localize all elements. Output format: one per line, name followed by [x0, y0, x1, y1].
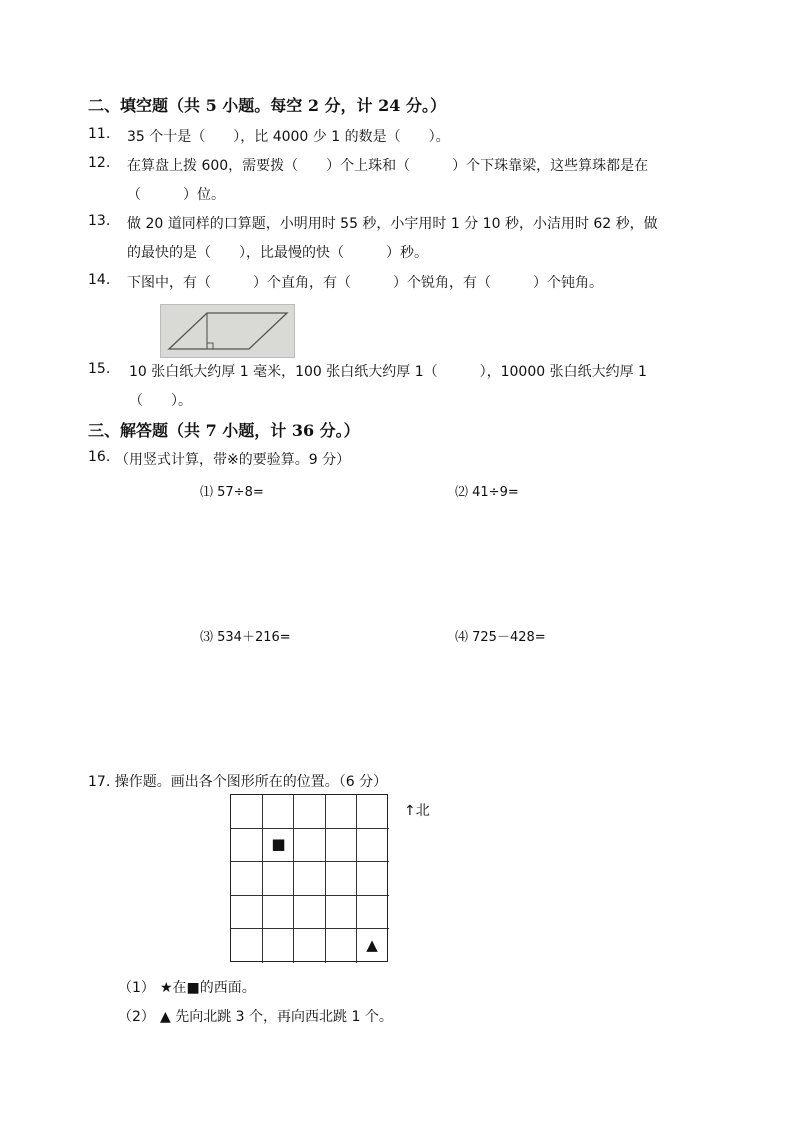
square-marker-icon: ■ — [271, 835, 286, 854]
grid-cell — [294, 862, 326, 896]
question-number: 12. — [88, 155, 111, 171]
parallelogram-icon — [161, 305, 294, 357]
question-number: 16. — [88, 449, 111, 465]
north-label: ↑北 — [404, 803, 430, 819]
grid-cell — [231, 862, 263, 896]
question-number: 15. — [88, 361, 111, 377]
question-text-continued: 的最快的是（ ），比最慢的快（ ）秒。 — [127, 245, 428, 261]
calculation-item: ⑴ 57÷8= — [200, 485, 264, 500]
grid-cell — [357, 896, 389, 930]
grid-cell — [231, 896, 263, 930]
question-text: 35 个十是（ ），比 4000 少 1 的数是（ ）。 — [127, 129, 450, 145]
question-text: 在算盘上拨 600，需要拨（ ）个上珠和（ ）个下珠靠梁，这些算珠都是在 — [127, 158, 649, 174]
question-number: 14. — [88, 272, 111, 288]
triangle-marker-icon: ▲ — [366, 936, 378, 955]
question-text: 10 张白纸大约厚 1 毫米，100 张白纸大约厚 1（ ），10000 张白纸大约厚 1 — [129, 364, 647, 380]
sub-question-text: ★在■的西面。 — [160, 980, 256, 996]
parallelogram-figure — [160, 304, 295, 358]
grid-cell — [357, 862, 389, 896]
grid-cell — [294, 929, 326, 963]
section-3-title: 三、解答题（共 7 小题，计 36 分。） — [88, 421, 360, 440]
question-text: 下图中，有（ ）个直角，有（ ）个锐角，有（ ）个钝角。 — [127, 275, 603, 291]
sub-question-text: ▲ 先向北跳 3 个，再向西北跳 1 个。 — [160, 1009, 393, 1025]
grid-cell — [326, 929, 358, 963]
grid-cell — [294, 896, 326, 930]
grid-cell — [326, 862, 358, 896]
grid-cell — [357, 829, 389, 863]
grid-cell — [231, 795, 263, 829]
grid-cell — [231, 929, 263, 963]
grid-cell — [357, 795, 389, 829]
grid-cell — [326, 896, 358, 930]
grid-cell — [263, 896, 295, 930]
grid-cell — [326, 829, 358, 863]
question-text: 做 20 道同样的口算题，小明用时 55 秒，小宇用时 1 分 10 秒，小洁用时 62 秒，做 — [127, 216, 658, 232]
question-number: 13. — [88, 213, 111, 229]
grid-cell — [231, 829, 263, 863]
question-text-continued: （ ）位。 — [127, 187, 225, 203]
calculation-item: ⑷ 725－428= — [455, 630, 546, 645]
question-text-continued: （ ）。 — [129, 393, 192, 409]
sub-question-number: （2） — [118, 1009, 155, 1025]
section-2-title: 二、填空题（共 5 小题。每空 2 分，计 24 分。） — [88, 96, 446, 115]
grid-cell — [263, 929, 295, 963]
position-grid — [230, 794, 388, 962]
grid-cell — [294, 829, 326, 863]
grid-cell — [263, 795, 295, 829]
question-text: （用竖式计算，带※的要验算。9 分） — [115, 452, 351, 468]
grid-cell — [294, 795, 326, 829]
grid-cell — [326, 795, 358, 829]
grid-cell — [263, 862, 295, 896]
calculation-item: ⑵ 41÷9= — [455, 485, 519, 500]
calculation-item: ⑶ 534＋216= — [200, 630, 291, 645]
question-17-text: 17. 操作题。画出各个图形所在的位置。（6 分） — [88, 774, 388, 790]
sub-question-number: （1） — [118, 980, 155, 996]
question-number: 11. — [88, 126, 111, 142]
